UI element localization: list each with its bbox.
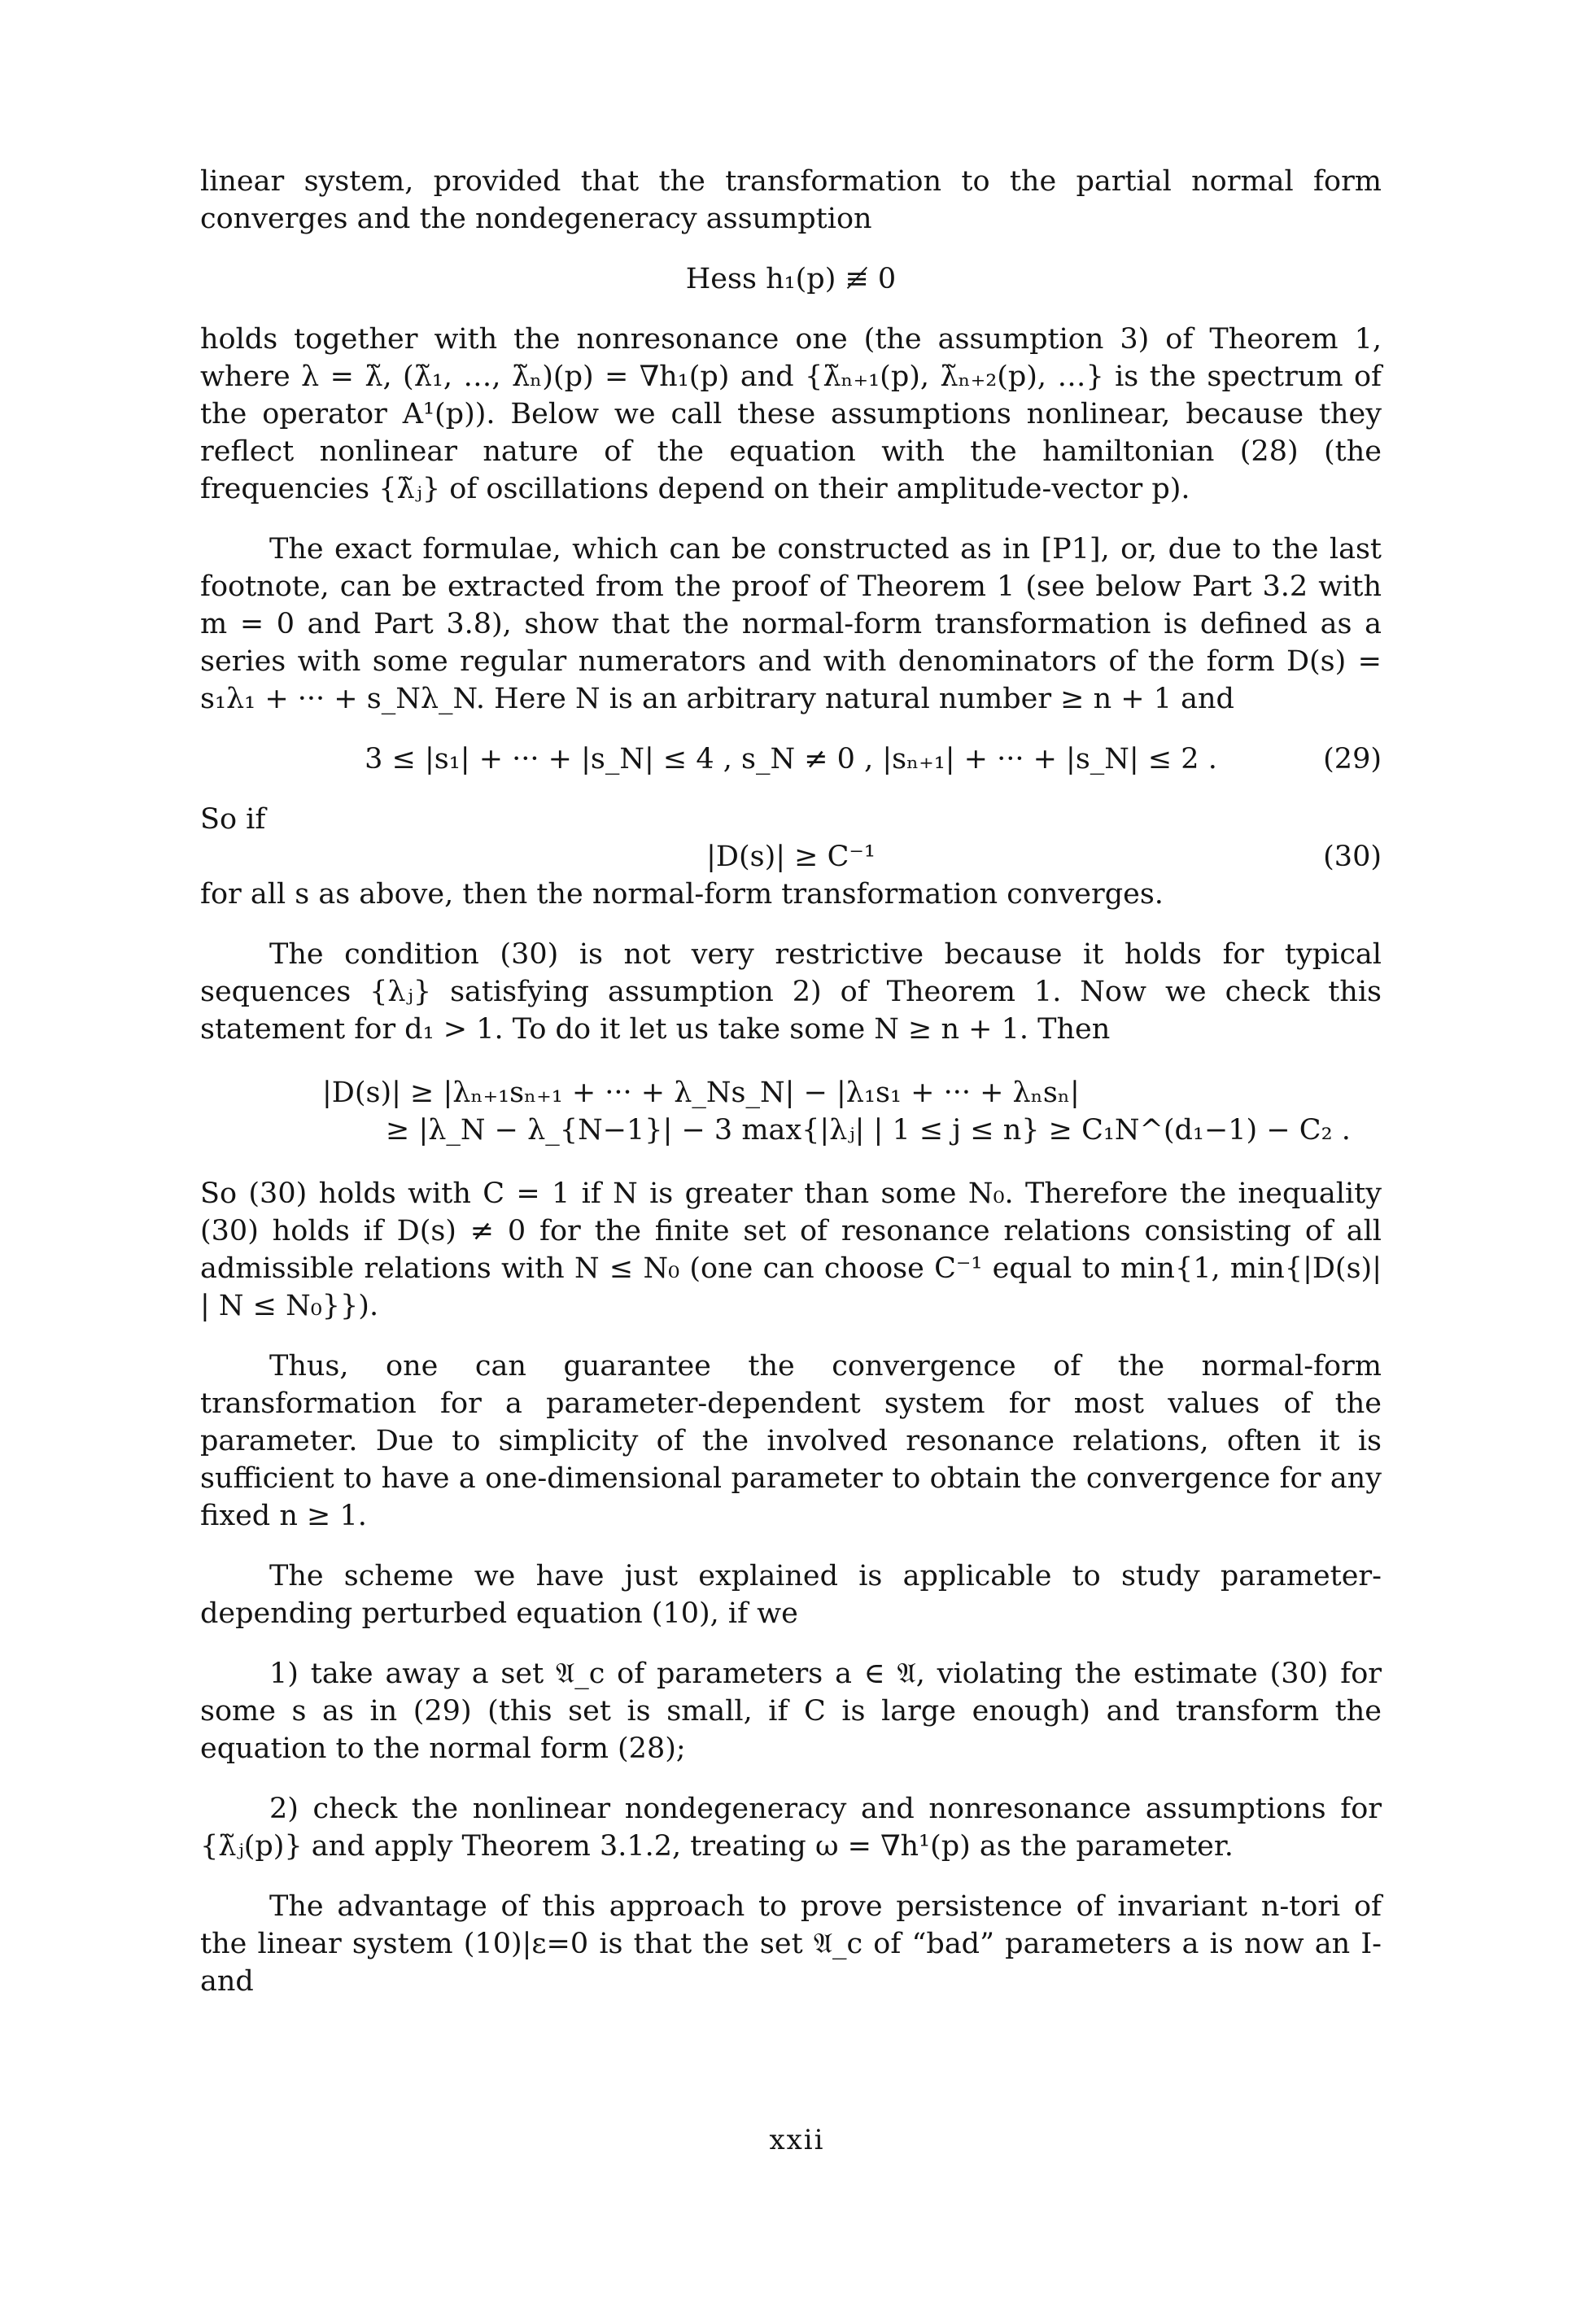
inequality-chain xyxy=(322,1074,1382,1149)
page-number: xxii xyxy=(769,2124,825,2156)
equation-30-text: |D(s)| ≥ C⁻¹ xyxy=(706,841,876,873)
equation-hess xyxy=(200,260,1382,298)
paragraph-7: So (30) holds with C = 1 if N is greater than some N₀. Therefore the inequality (30) holds if D(s) ≠ 0 for the finite set of resonance relations consisting of all admissible relations with N ≤ N₀ (one can choose C⁻¹ equal to min{1, min{|D(s)| | N ≤ N₀}}). xyxy=(200,1177,1382,1322)
page-body xyxy=(200,163,1382,2000)
so-if-label: So if xyxy=(200,803,266,836)
equation-hess-text: Hess h₁(p) ≢ 0 xyxy=(685,263,897,295)
paragraph-6: The condition (30) is not very restrictive because it holds for typical sequences {λⱼ} satisfying assumption 2) of Theorem 1. Now we check this statement for d₁ > 1. To do it let us take some N ≥ n + 1. Then xyxy=(200,938,1382,1046)
paragraph-5: for all s as above, then the normal-form transformation converges. xyxy=(200,878,1164,911)
equation-30-number: (30) xyxy=(1323,841,1382,873)
paragraph-11: 2) check the nonlinear nondegeneracy and nonresonance assumptions for {λ̃ⱼ(p)} and apply Theorem 3.1.2, treating ω = ∇h¹(p) as the parameter. xyxy=(200,1793,1382,1863)
paragraph-12: The advantage of this approach to prove persistence of invariant n-tori of the linear system (10)|ε=0 is that the set 𝔄_c of “bad” parameters a is now an I- and xyxy=(200,1890,1382,1998)
paragraph-3: The exact formulae, which can be constructed as in [P1], or, due to the last footnote, can be extracted from the proof of Theorem 1 (see below Part 3.2 with m = 0 and Part 3.8), show that the normal-form transformation is defined as a series with some regular numerators and with denominators of the form D(s) = s₁λ₁ + ··· + s_Nλ_N. Here N is an arbitrary natural number ≥ n + 1 and xyxy=(200,533,1382,715)
paragraph-10: 1) take away a set 𝔄_c of parameters a ∈ 𝔄, violating the estimate (30) for some s as in (29) (this set is small, if C is large enough) and transform the equation to the normal form (28); xyxy=(200,1658,1382,1765)
equation-29 xyxy=(200,740,1382,778)
equation-29-text: 3 ≤ |s₁| + ··· + |s_N| ≤ 4 , s_N ≠ 0 , |sₙ₊₁| + ··· + |s_N| ≤ 2 . xyxy=(365,743,1217,775)
inequality-line-2: ≥ |λ_N − λ_{N−1}| − 3 max{|λⱼ| | 1 ≤ j ≤ n} ≥ C₁N^(d₁−1) − C₂ . xyxy=(386,1114,1351,1147)
paragraph-2: holds together with the nonresonance one (the assumption 3) of Theorem 1, where λ = λ̃, (λ̃₁, …, λ̃ₙ)(p) = ∇h₁(p) and {λ̃ₙ₊₁(p), λ̃ₙ₊₂(p), …} is the spectrum of the operator A¹(p)). Below we call these assumptions nonlinear, because they reflect nonlinear nature of the equation with the hamiltonian (28) (the frequencies {λ̃ⱼ} of oscillations depend on their amplitude-vector p). xyxy=(200,323,1382,505)
inequality-line-1: |D(s)| ≥ |λₙ₊₁sₙ₊₁ + ··· + λ_Ns_N| − |λ₁s₁ + ··· + λₙsₙ| xyxy=(322,1077,1080,1109)
paragraph-8: Thus, one can guarantee the convergence of the normal-form transformation for a parameter-dependent system for most values of the parameter. Due to simplicity of the involved resonance relations, often it is sufficient to have a one-dimensional parameter to obtain the convergence for any fixed n ≥ 1. xyxy=(200,1350,1382,1532)
paragraph-1: linear system, provided that the transformation to the partial normal form converges and the nondegeneracy assumption xyxy=(200,165,1382,235)
paragraph-9: The scheme we have just explained is applicable to study parameter-depending perturbed equation (10), if we xyxy=(200,1560,1382,1630)
equation-29-number: (29) xyxy=(1323,743,1382,775)
equation-30-block xyxy=(200,801,1382,876)
